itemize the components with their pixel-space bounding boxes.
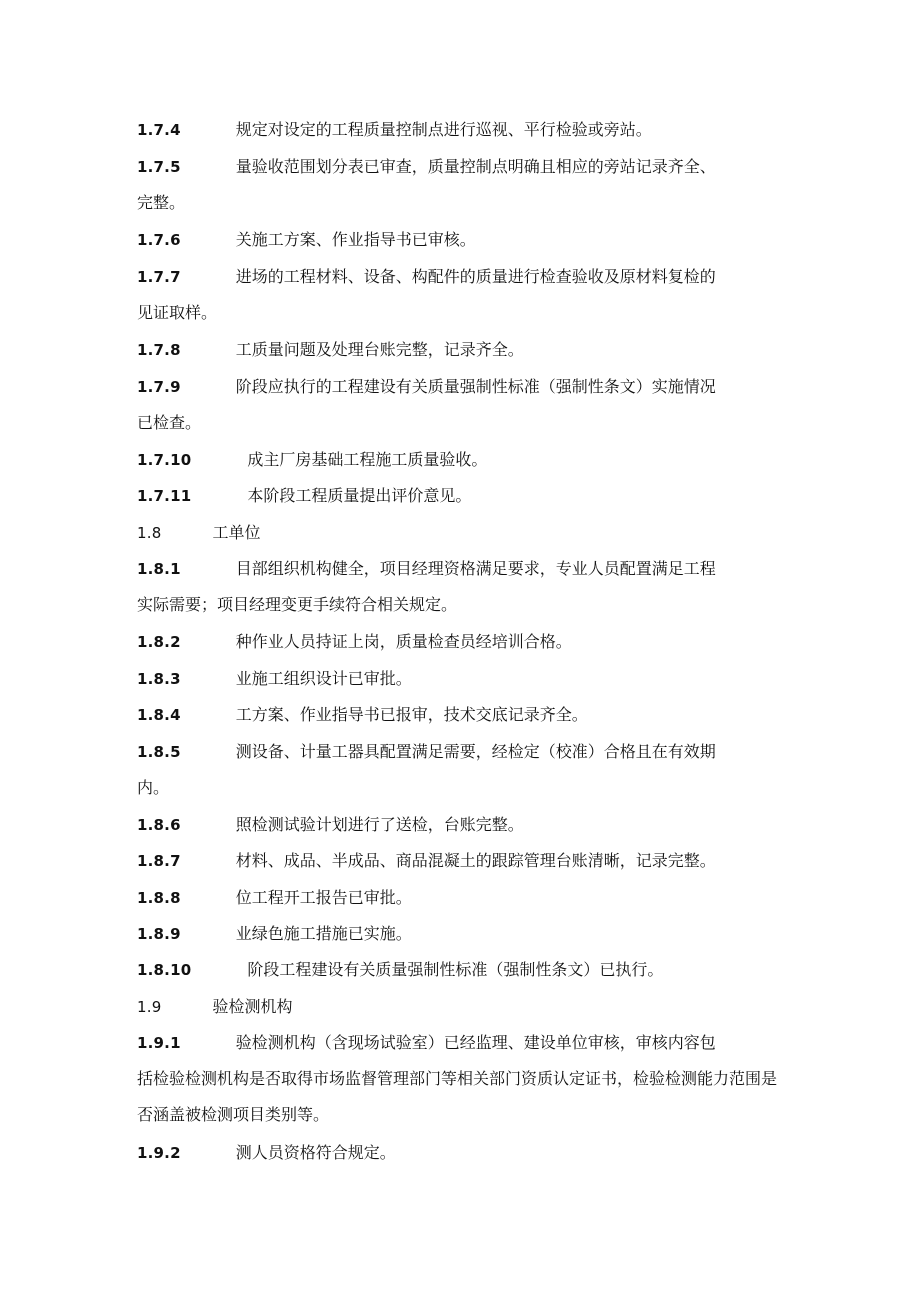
clause-text: 位工程开工报告已审批。 (235, 888, 412, 907)
paragraph-1-7-5 (137, 149, 787, 221)
paragraph-1-8-4 (137, 697, 787, 733)
paragraph-1-7-10 (137, 442, 787, 478)
paragraph-1-7-11 (137, 478, 787, 514)
section-1-9-heading (137, 989, 787, 1025)
paragraph-1-7-7 (137, 259, 787, 331)
clause-text: 成主厂房基础工程施工质量验收。 (247, 450, 488, 469)
paragraph-1-8-9 (137, 916, 787, 952)
clause-number: 1.8.2 (137, 633, 181, 651)
clause-number: 1.9.2 (137, 1144, 181, 1162)
clause-text-continued: 括检验检测机构是否取得市场监督管理部门等相关部门资质认定证书，检验检测能力范围是否涵盖被检测项目类别等。 (137, 1069, 778, 1124)
paragraph-1-8-2 (137, 624, 787, 660)
clause-number: 1.7.5 (137, 158, 181, 176)
clause-text: 本阶段工程质量提出评价意见。 (247, 486, 472, 505)
clause-number: 1.7.11 (137, 487, 192, 505)
paragraph-1-8-8 (137, 880, 787, 916)
section-title: 工单位 (212, 523, 261, 542)
clause-number: 1.7.7 (137, 268, 181, 286)
clause-number: 1.8.3 (137, 670, 181, 688)
paragraph-1-8-7 (137, 843, 787, 879)
clause-number: 1.8.8 (137, 889, 181, 907)
clause-text: 工质量问题及处理台账完整，记录齐全。 (235, 340, 524, 359)
paragraph-1-7-9 (137, 369, 787, 441)
clause-number: 1.7.10 (137, 451, 192, 469)
clause-number: 1.8.6 (137, 816, 181, 834)
paragraph-1-8-10 (137, 952, 787, 988)
clause-number: 1.8.4 (137, 706, 181, 724)
paragraph-1-7-4 (137, 112, 787, 148)
clause-number: 1.7.8 (137, 341, 181, 359)
clause-text: 进场的工程材料、设备、构配件的质量进行检查验收及原材料复检的 (235, 267, 716, 286)
clause-number: 1.7.9 (137, 378, 181, 396)
clause-text: 关施工方案、作业指导书已审核。 (235, 230, 476, 249)
section-number: 1.9 (137, 998, 162, 1016)
paragraph-1-7-8 (137, 332, 787, 368)
paragraph-1-9-1 (137, 1025, 787, 1133)
clause-text: 量验收范围划分表已审查，质量控制点明确且相应的旁站记录齐全、 (235, 157, 716, 176)
clause-number: 1.8.1 (137, 560, 181, 578)
paragraph-1-8-6 (137, 807, 787, 843)
clause-text-continued: 实际需要；项目经理变更手续符合相关规定。 (137, 595, 458, 614)
paragraph-1-8-5 (137, 734, 787, 806)
clause-number: 1.8.9 (137, 925, 181, 943)
clause-text: 业绿色施工措施已实施。 (235, 924, 412, 943)
paragraph-1-8-1 (137, 551, 787, 623)
paragraph-1-7-6 (137, 222, 787, 258)
paragraph-1-9-2 (137, 1135, 787, 1171)
clause-text: 阶段工程建设有关质量强制性标准（强制性条文）已执行。 (247, 960, 664, 979)
clause-text: 验检测机构（含现场试验室）已经监理、建设单位审核，审核内容包 (235, 1033, 716, 1052)
clause-text: 目部组织机构健全，项目经理资格满足要求，专业人员配置满足工程 (235, 559, 716, 578)
clause-text: 照检测试验计划进行了送检，台账完整。 (235, 815, 524, 834)
clause-text: 测人员资格符合规定。 (235, 1143, 396, 1162)
section-number: 1.8 (137, 524, 162, 542)
clause-text-continued: 见证取样。 (137, 303, 218, 322)
clause-text: 材料、成品、半成品、商品混凝土的跟踪管理台账清晰，记录完整。 (235, 851, 716, 870)
clause-text: 工方案、作业指导书已报审，技术交底记录齐全。 (235, 705, 588, 724)
clause-text: 业施工组织设计已审批。 (235, 669, 412, 688)
clause-number: 1.7.6 (137, 231, 181, 249)
clause-text-continued: 完整。 (137, 193, 186, 212)
clause-text-continued: 已检查。 (137, 413, 202, 432)
clause-number: 1.8.5 (137, 743, 181, 761)
clause-number: 1.9.1 (137, 1034, 181, 1052)
section-1-8-heading (137, 515, 787, 551)
clause-number: 1.8.7 (137, 852, 181, 870)
clause-text-continued: 内。 (137, 778, 170, 797)
clause-number: 1.8.10 (137, 961, 192, 979)
clause-text: 规定对设定的工程质量控制点进行巡视、平行检验或旁站。 (235, 120, 652, 139)
section-title: 验检测机构 (212, 997, 293, 1016)
clause-text: 阶段应执行的工程建设有关质量强制性标准（强制性条文）实施情况 (235, 377, 716, 396)
clause-text: 种作业人员持证上岗，质量检查员经培训合格。 (235, 632, 572, 651)
clause-number: 1.7.4 (137, 121, 181, 139)
paragraph-1-8-3 (137, 661, 787, 697)
clause-text: 测设备、计量工器具配置满足需要，经检定（校准）合格且在有效期 (235, 742, 716, 761)
